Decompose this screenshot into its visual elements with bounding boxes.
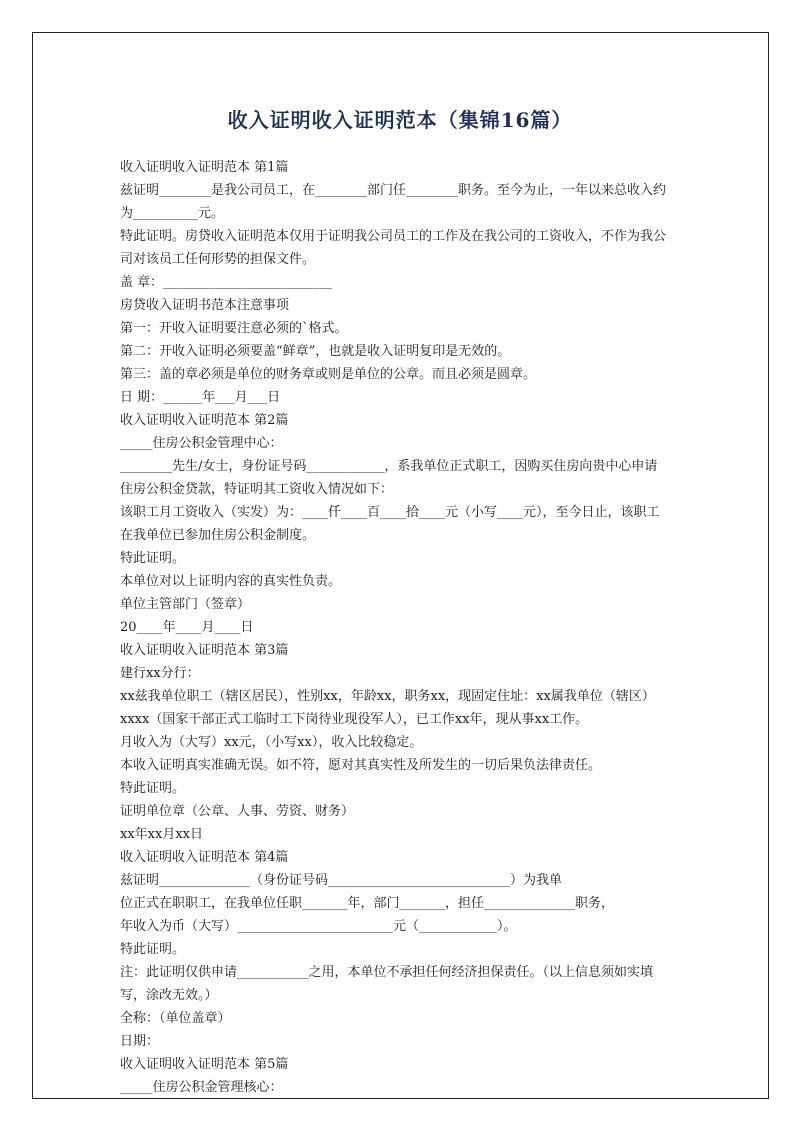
text-line: xx年xx月xx日	[120, 827, 203, 842]
document-body	[120, 156, 690, 1099]
text-line: 兹证明______________（身份证号码____________________________）为我单	[120, 873, 563, 888]
text-line: 注：此证明仅供申请___________之用，本单位不承担任何经济担保责任。（以上信息须如实填	[120, 965, 654, 980]
text-line: 该职工月工资收入（实发）为：____仟____百____拾____元（小写____元），至今日止，该职工	[120, 505, 660, 520]
text-line: 收入证明收入证明范本 第4篇	[120, 850, 289, 865]
document-title: 收入证明收入证明范本（集锦16篇）	[227, 108, 573, 132]
text-line: 日期：	[120, 1034, 160, 1049]
text-line: 第三：盖的章必须是单位的财务章或则是单位的公章。而且必须是圆章。	[120, 367, 537, 382]
text-line: 全称：（单位盖章）	[120, 1011, 231, 1026]
text-line: ________先生/女士，身份证号码____________，系我单位正式职工，因购买住房向贵中心申请	[120, 459, 658, 474]
text-line: 第二：开收入证明必须要盖“鲜章”，也就是收入证明复印是无效的。	[120, 344, 511, 359]
text-line: 特此证明。	[120, 551, 186, 566]
text-line: 特此证明。	[120, 781, 186, 796]
text-line: 收入证明收入证明范本 第5篇	[120, 1057, 289, 1072]
text-line: 房贷收入证明书范本注意事项	[120, 298, 290, 313]
text-line: 本单位对以上证明内容的真实性负责。	[120, 574, 342, 589]
text-line: 收入证明收入证明范本 第1篇	[120, 160, 289, 175]
text-line: xx兹我单位职工（辖区居民），性别xx，年龄xx，职务xx，现固定住址：xx属我单位（辖区）	[120, 689, 655, 704]
text-line: 盖 章：__________________________	[120, 275, 333, 290]
text-line: 建行xx分行：	[120, 666, 200, 681]
text-line: 收入证明收入证明范本 第2篇	[120, 413, 289, 428]
text-line: 月收入为（大写）xx元，（小写xx），收入比较稳定。	[120, 735, 423, 750]
text-line: 单位主管部门（签章）	[120, 597, 251, 612]
text-line: 兹证明________是我公司员工，在________部门任________职务。至今为止，一年以来总收入约	[120, 183, 667, 198]
text-line: _____住房公积金管理核心：	[120, 1080, 283, 1095]
text-line: 日 期：______年___月___日	[120, 390, 281, 405]
text-line: 写，涂改无效。）	[120, 988, 218, 1003]
text-line: 在我单位已参加住房公积金制度。	[120, 528, 316, 543]
text-line: 特此证明。房贷收入证明范本仅用于证明我公司员工的工作及在我公司的工资收入，不作为我公	[120, 229, 667, 244]
text-line: _____住房公积金管理中心：	[120, 436, 283, 451]
text-line: 20____年____月____日	[120, 620, 254, 635]
text-line: 年收入为币（大写）________________________元（____________）。	[120, 919, 517, 934]
text-line: 司对该员工任何形势的担保文件。	[120, 252, 316, 267]
text-line: 本收入证明真实准确无误。如不符，愿对其真实性及所发生的一切后果负法律责任。	[120, 758, 602, 773]
text-line: 特此证明。	[120, 942, 186, 957]
text-line: 第一：开收入证明要注意必须的`格式。	[120, 321, 348, 336]
text-line: 为__________元。	[120, 206, 225, 221]
text-line: 证明单位章（公章、人事、劳资、财务）	[120, 804, 355, 819]
text-line: 收入证明收入证明范本 第3篇	[120, 643, 289, 658]
text-line: xxxx（国家干部正式工临时工下岗待业现役军人），已工作xx年，现从事xx工作。	[120, 712, 589, 727]
text-line: 位正式在职职工，在我单位任职_______年，部门_______，担任______________职务，	[120, 896, 615, 911]
text-line: 住房公积金贷款，特证明其工资收入情况如下：	[120, 482, 394, 497]
